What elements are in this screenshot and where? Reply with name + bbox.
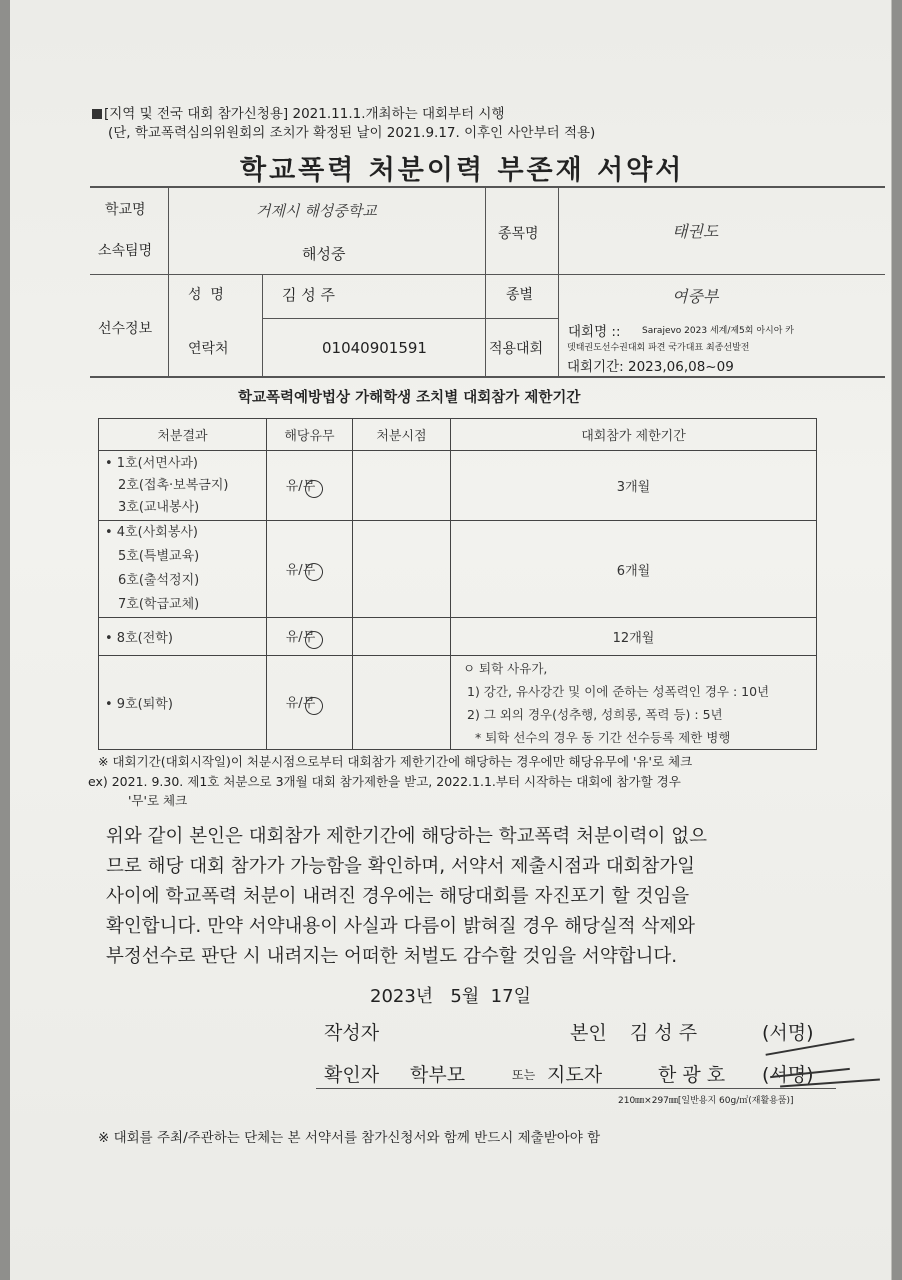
result-item: 3호(교내봉사) [118, 499, 200, 515]
document-page [10, 0, 892, 1280]
pledge-date [370, 982, 531, 1008]
document-title: 학교폭력 처분이력 부존재 서약서 [240, 155, 685, 186]
pledge-line: 므로 해당 대회 참가가 가능함을 확인하며, 서약서 제출시점과 대회참가일 [106, 856, 696, 877]
header-line-2: (단, 학교폭력심의위원회의 조치가 확정된 날이 2021.9.17. 이후인 사안부터 적용) [108, 125, 596, 141]
result-item: 5호(특별교육) [118, 549, 200, 564]
check-cell [267, 618, 353, 656]
expulsion-rule-heading: ㅇ 퇴학 사유가, [463, 660, 548, 676]
check-value: 유/무 [285, 630, 316, 646]
pledge-line: 부정선수로 판단 시 내려지는 어떠한 처벌도 감수할 것임을 서약합니다. [106, 946, 678, 967]
period-cell: 6개월 [451, 521, 817, 618]
table-row [99, 618, 817, 656]
note-1: ※ 대회기간(대회시작일)이 처분시점으로부터 대회참가 제한기간에 해당하는 경우에만 해당유무에 '유'로 체크 [98, 754, 693, 769]
event-label: 적용대회 [489, 341, 544, 357]
period-cell: 3개월 [451, 451, 817, 521]
time-cell [353, 656, 451, 750]
restriction-section-title: 학교폭력예방법상 가해학생 조치별 대회참가 제한기간 [238, 390, 581, 406]
team-label: 소속팀명 [98, 243, 153, 259]
or-label: 또는 [512, 1068, 536, 1082]
division-label: 종별 [506, 287, 534, 303]
header-result: 처분결과 [99, 419, 267, 451]
event-name-line-1: Sarajevo 2023 세계/제5회 아시아 카 [642, 326, 794, 336]
table-row [99, 521, 817, 618]
result-item: • 9호(퇴학) [105, 697, 173, 712]
info-bottom-rule [90, 376, 885, 378]
check-value: 유/무 [285, 562, 316, 578]
table-row [99, 451, 817, 521]
info-col-1 [168, 186, 169, 377]
check-cell [267, 656, 353, 750]
info-sub-divider-2 [485, 318, 558, 319]
team-value: 해성중 [302, 245, 346, 263]
table-row [99, 656, 817, 750]
info-row-divider [168, 274, 885, 275]
expulsion-rule: 2) 그 외의 경우(성추행, 성희롱, 폭력 등) : 5년 [467, 706, 723, 722]
date-month: 5월 [450, 986, 480, 1007]
note-2-line-1: ex) 2021. 9.30. 제1호 처분으로 3개월 대회 참가제한을 받고, 2022.1.1.부터 시작하는 대회에 참가할 경우 [88, 774, 681, 789]
result-cell [99, 618, 267, 656]
event-period: 대회기간: 2023,06,08~09 [567, 359, 734, 375]
expulsion-rule: 1) 강간, 유사강간 및 이에 준하는 성폭력인 경우 : 10년 [467, 683, 770, 699]
result-item: • 4호(사회봉사) [105, 525, 199, 540]
info-col-4 [558, 186, 559, 377]
info-row-divider-left [90, 274, 168, 275]
school-label: 학교명 [105, 202, 146, 218]
check-cell [267, 451, 353, 521]
header-line-1-rest: 2021.11.1.개최하는 대회부터 시행 [292, 106, 505, 122]
check-cell [267, 521, 353, 618]
result-cell [99, 521, 267, 618]
self-sign-mark: (서명) [762, 1022, 814, 1044]
result-item: • 1호(서면사과) [105, 455, 199, 471]
period-cell [451, 656, 817, 750]
time-cell [353, 618, 451, 656]
pledge-line: 확인합니다. 만약 서약내용이 사실과 다름이 밝혀질 경우 해당실적 삭제와 [106, 916, 696, 937]
info-top-rule [90, 186, 885, 188]
date-year: 2023년 [370, 986, 434, 1007]
header-period: 대회참가 제한기간 [451, 419, 817, 451]
event-name-line-2: 뎃태권도선수권대회 파견 국가대표 최종선발전 [567, 343, 750, 353]
coach-name: 한 광 호 [658, 1064, 726, 1086]
self-name: 김 성 주 [630, 1022, 698, 1044]
sport-label: 종목명 [498, 226, 539, 242]
header-applicable: 해당유무 [267, 419, 353, 451]
table-header-row [99, 419, 817, 451]
pledge-body [106, 822, 866, 972]
name-value: 김 성 주 [282, 286, 336, 304]
check-value: 유/무 [285, 696, 316, 712]
sport-value: 태권도 [672, 222, 719, 241]
coach-sign-mark: (서명) [762, 1064, 814, 1086]
self-label: 본인 [570, 1022, 607, 1044]
header-line-1 [92, 102, 505, 122]
writer-label: 작성자 [324, 1022, 380, 1044]
pledge-line: 위와 같이 본인은 대회참가 제한기간에 해당하는 학교폭력 처분이력이 없으 [106, 826, 708, 847]
note-2-line-2: '무'로 체크 [128, 793, 188, 808]
result-cell [99, 451, 267, 521]
result-cell [99, 656, 267, 750]
expulsion-rule-note: * 퇴학 선수의 경우 동 기간 선수등록 제한 병행 [475, 729, 731, 745]
result-item: • 8호(전학) [105, 631, 173, 646]
info-col-3 [485, 186, 486, 377]
restriction-table [98, 418, 817, 750]
time-cell [353, 521, 451, 618]
result-item: 6호(출석정지) [118, 573, 200, 588]
time-cell [353, 451, 451, 521]
guardian-label: 학부모 [410, 1064, 466, 1086]
contact-label: 연락처 [188, 341, 229, 357]
footer-note: ※ 대회를 주최/주관하는 단체는 본 서약서를 참가신청서와 함께 반드시 제출받아야 함 [98, 1130, 601, 1146]
signature-rule [316, 1088, 836, 1089]
info-sub-divider [262, 318, 485, 319]
confirmer-label: 확인자 [324, 1064, 380, 1086]
date-day: 17일 [490, 986, 531, 1007]
result-item: 7호(학급교체) [118, 597, 200, 612]
coach-label: 지도자 [547, 1064, 603, 1086]
pledge-line: 사이에 학교폭력 처분이 내려진 경우에는 해당대회를 자진포기 할 것임을 [106, 886, 690, 907]
athlete-label: 선수정보 [98, 321, 153, 337]
header-line-1-prefix: [지역 및 전국 대회 참가신청용] [104, 106, 289, 122]
period-cell: 12개월 [451, 618, 817, 656]
event-name-label: 대회명 :: [568, 324, 621, 340]
header-time: 처분시점 [353, 419, 451, 451]
school-value: 거제시 해성중학교 [256, 202, 377, 220]
check-value: 유/무 [285, 479, 316, 495]
contact-value: 01040901591 [322, 339, 427, 357]
info-col-2 [262, 274, 263, 377]
name-label: 성 명 [188, 287, 224, 303]
division-value: 여중부 [672, 287, 719, 306]
square-bullet-icon [92, 109, 102, 119]
paper-spec: 210㎜×297㎜[일반용지 60g/㎡(재활용품)] [618, 1096, 794, 1106]
result-item: 2호(접촉·보복금지) [118, 477, 229, 493]
